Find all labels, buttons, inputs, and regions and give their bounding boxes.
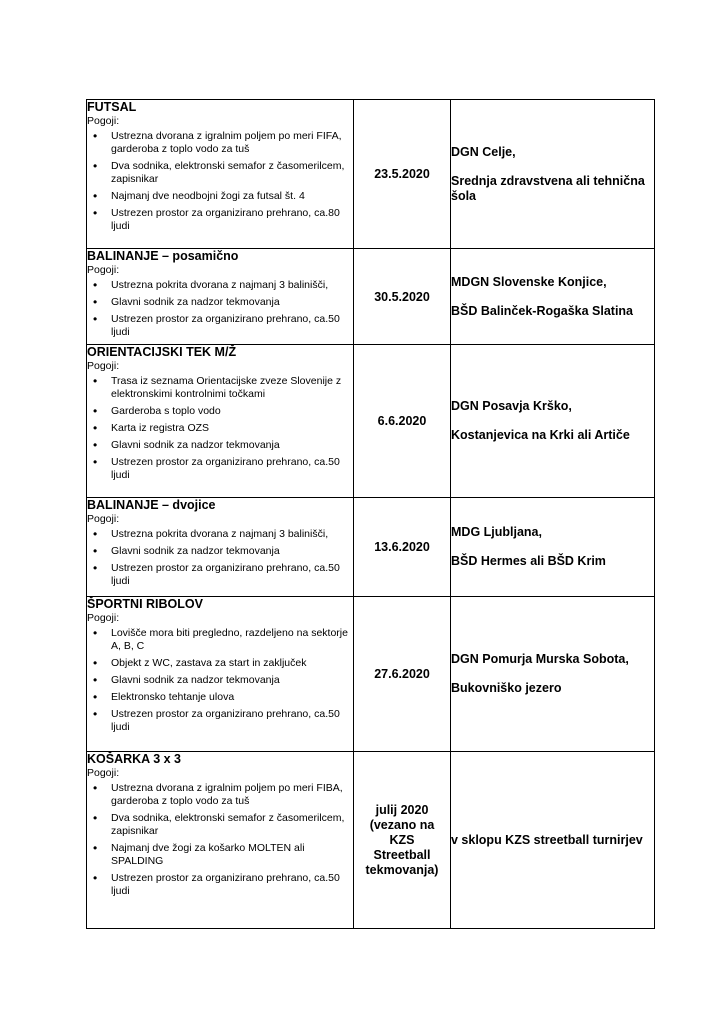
- condition-item: • Glavni sodnik za nadzor tekmovanja: [87, 296, 353, 309]
- date-cell: [354, 752, 451, 929]
- organizer-cell: [451, 100, 655, 249]
- event-date-note: KZS: [389, 832, 415, 847]
- discipline-title: BALINANJE – dvojice: [87, 498, 216, 512]
- organizer-cell: [451, 498, 655, 597]
- venue: BŠD Balinček-Rogaška Slatina: [451, 303, 634, 318]
- condition-item: • Najmanj dve žogi za košarko MOLTEN ali SPALDING: [87, 842, 353, 868]
- condition-item: • Trasa iz seznama Orientacijske zveze Slovenije z elektronskimi kontrolnimi točkami: [87, 375, 353, 401]
- conditions-label: Pogoji:: [87, 264, 120, 276]
- organizer: DGN Celje,: [451, 144, 516, 159]
- conditions-list: [87, 528, 353, 588]
- conditions-label: Pogoji:: [87, 360, 120, 372]
- table-row: [87, 498, 655, 597]
- discipline-title: ŠPORTNI RIBOLOV: [87, 597, 203, 611]
- condition-item: • Ustrezen prostor za organizirano prehrano, ca.50 ljudi: [87, 313, 353, 339]
- date-cell: [354, 498, 451, 597]
- event-date: 6.6.2020: [377, 414, 427, 428]
- discipline-cell: [87, 498, 354, 597]
- condition-item: • Ustrezen prostor za organizirano prehrano, ca.50 ljudi: [87, 872, 353, 898]
- discipline-title: KOŠARKA 3 x 3: [87, 752, 182, 766]
- event-date-note: (vezano na: [369, 817, 435, 832]
- events-table: [86, 99, 655, 929]
- discipline-title: ORIENTACIJSKI TEK M/Ž: [87, 345, 237, 359]
- table-row: [87, 345, 655, 498]
- event-date: 23.5.2020: [374, 167, 430, 181]
- conditions-label: Pogoji:: [87, 767, 120, 779]
- organizer-cell: [451, 752, 655, 929]
- discipline-cell: [87, 597, 354, 752]
- date-cell: [354, 345, 451, 498]
- event-date: julij 2020: [375, 802, 429, 817]
- discipline-cell: [87, 752, 354, 929]
- conditions-list: [87, 375, 353, 482]
- condition-item: • Najmanj dve neodbojni žogi za futsal št. 4: [87, 190, 353, 203]
- venue: BŠD Hermes ali BŠD Krim: [451, 554, 606, 568]
- condition-item: • Glavni sodnik za nadzor tekmovanja: [87, 545, 353, 558]
- table-row: [87, 249, 655, 345]
- condition-item: • Ustrezna dvorana z igralnim poljem po meri FIBA, garderoba z toplo vodo za tuš: [87, 782, 353, 808]
- condition-item: • Ustrezna pokrita dvorana z najmanj 3 balinišči,: [87, 528, 353, 541]
- condition-item: • Garderoba s toplo vodo: [87, 405, 353, 418]
- conditions-label: Pogoji:: [87, 115, 120, 127]
- organizer: DGN Posavja Krško,: [451, 399, 572, 413]
- condition-item: • Glavni sodnik za nadzor tekmovanja: [87, 439, 353, 452]
- event-date-note: Streetball: [373, 847, 431, 862]
- venue: Srednja zdravstvena ali tehnična šola: [451, 173, 645, 203]
- conditions-label: Pogoji:: [87, 612, 120, 624]
- organizer: DGN Pomurja Murska Sobota,: [451, 652, 629, 666]
- condition-item: • Elektronsko tehtanje ulova: [87, 691, 353, 704]
- discipline-title: BALINANJE – posamično: [87, 249, 239, 263]
- event-date: 30.5.2020: [374, 289, 430, 304]
- discipline-cell: [87, 100, 354, 249]
- date-cell: [354, 249, 451, 345]
- condition-item: • Ustrezen prostor za organizirano prehrano, ca.50 ljudi: [87, 562, 353, 588]
- date-cell: [354, 100, 451, 249]
- date-cell: [354, 597, 451, 752]
- condition-item: • Glavni sodnik za nadzor tekmovanja: [87, 674, 353, 687]
- condition-item: • Karta iz registra OZS: [87, 422, 353, 435]
- organizer: MDGN Slovenske Konjice,: [451, 274, 607, 289]
- conditions-list: [87, 782, 353, 898]
- discipline-cell: [87, 345, 354, 498]
- table-row: [87, 597, 655, 752]
- organizer-cell: [451, 597, 655, 752]
- conditions-list: [87, 130, 353, 233]
- condition-item: • Ustrezen prostor za organizirano prehrano, ca.80 ljudi: [87, 207, 353, 233]
- organizer-cell: [451, 345, 655, 498]
- conditions-label: Pogoji:: [87, 513, 120, 525]
- condition-item: • Lovišče mora biti pregledno, razdeljeno na sektorje A, B, C: [87, 627, 353, 653]
- condition-item: • Ustrezna dvorana z igralnim poljem po meri FIFA, garderoba z toplo vodo za tuš: [87, 130, 353, 156]
- condition-item: • Dva sodnika, elektronski semafor z časomerilcem, zapisnikar: [87, 812, 353, 838]
- venue: Kostanjevica na Krki ali Artiče: [451, 428, 630, 442]
- event-date: 27.6.2020: [374, 667, 430, 681]
- table-row: [87, 100, 655, 249]
- venue: Bukovniško jezero: [451, 681, 562, 695]
- condition-item: • Ustrezen prostor za organizirano prehrano, ca.50 ljudi: [87, 708, 353, 734]
- conditions-list: [87, 627, 353, 734]
- condition-item: • Ustrezna pokrita dvorana z najmanj 3 balinišči,: [87, 279, 353, 292]
- event-date: 13.6.2020: [374, 540, 430, 554]
- event-date-note: tekmovanja): [365, 862, 439, 877]
- organizer-cell: [451, 249, 655, 345]
- discipline-title: FUTSAL: [87, 100, 137, 114]
- conditions-list: [87, 279, 353, 339]
- organizer: MDG Ljubljana,: [451, 525, 542, 539]
- table-row: [87, 752, 655, 929]
- condition-item: • Objekt z WC, zastava za start in zaključek: [87, 657, 353, 670]
- condition-item: • Dva sodnika, elektronski semafor z časomerilcem, zapisnikar: [87, 160, 353, 186]
- organizer: v sklopu KZS streetball turnirjev: [451, 832, 643, 847]
- discipline-cell: [87, 249, 354, 345]
- condition-item: • Ustrezen prostor za organizirano prehrano, ca.50 ljudi: [87, 456, 353, 482]
